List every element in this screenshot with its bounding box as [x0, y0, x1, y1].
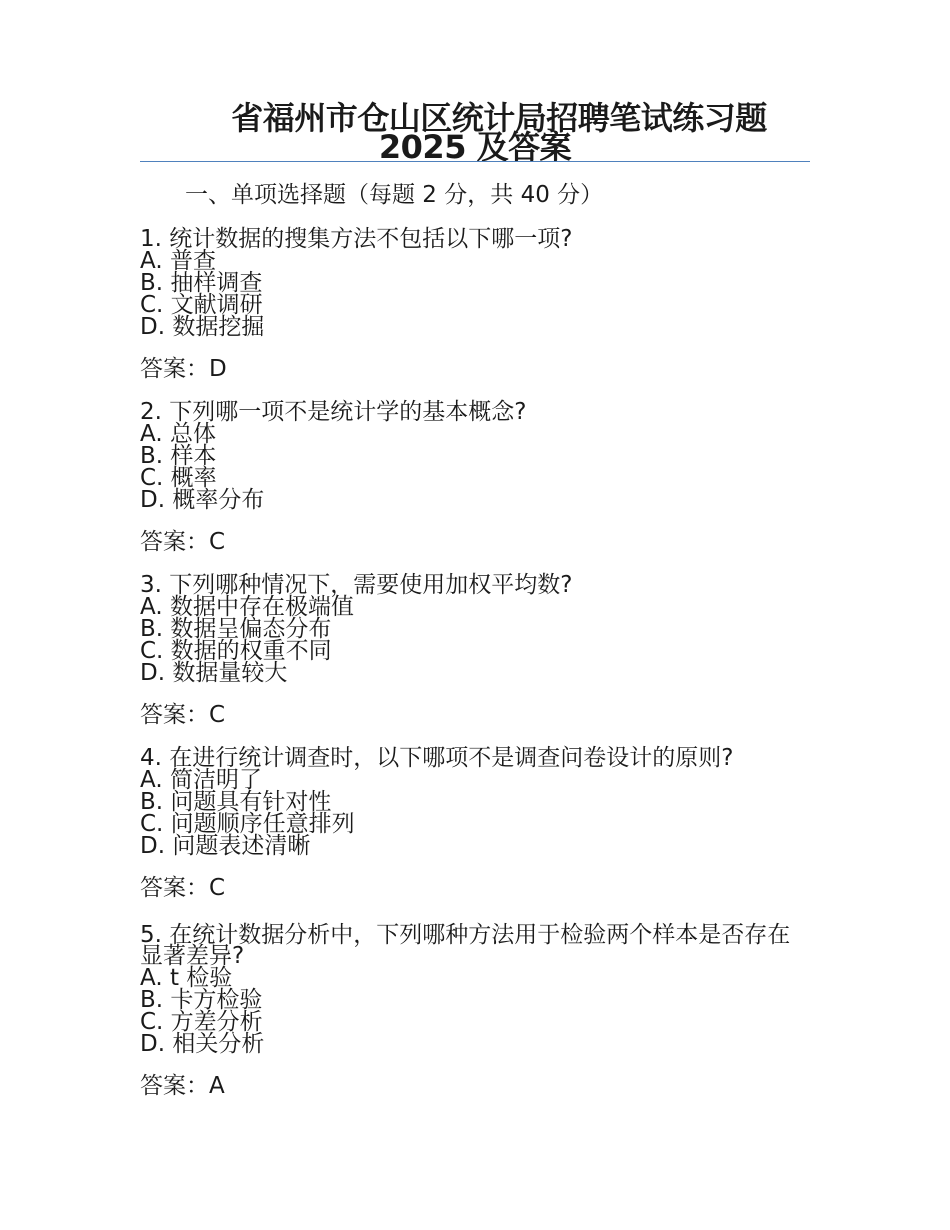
option-a: A. 简洁明了	[140, 767, 262, 793]
question-2	[140, 399, 810, 513]
question-text: 2. 下列哪一项不是统计学的基本概念?	[140, 399, 527, 425]
document-title	[140, 99, 810, 166]
question-1	[140, 226, 810, 340]
question-3	[140, 572, 810, 686]
option-b: B. 卡方检验	[140, 987, 263, 1013]
option-b: B. 样本	[140, 443, 217, 469]
option-d: D. 数据挖掘	[140, 314, 265, 340]
option-a: A. 普查	[140, 248, 216, 274]
answer-4: 答案：C	[140, 875, 226, 901]
option-d: D. 相关分析	[140, 1031, 265, 1057]
option-b: B. 抽样调查	[140, 270, 263, 296]
option-b: B. 数据呈偏态分布	[140, 616, 332, 642]
option-list	[140, 967, 810, 1055]
option-a: A. 总体	[140, 421, 216, 447]
answer-3: 答案：C	[140, 702, 226, 728]
answer-1: 答案：D	[140, 356, 227, 382]
document-title-line1: 省福州市仓山区统计局招聘笔试练习题	[231, 99, 767, 137]
option-d: D. 概率分布	[140, 487, 265, 513]
option-d: D. 问题表述清晰	[140, 833, 311, 859]
question-text: 4. 在进行统计调查时，以下哪项不是调查问卷设计的原则?	[140, 745, 734, 771]
question-text: 5. 在统计数据分析中，下列哪种方法用于检验两个样本是否存在显著差异?	[140, 922, 791, 969]
option-list	[140, 596, 810, 684]
option-b: B. 问题具有针对性	[140, 789, 332, 815]
title-underline	[140, 161, 810, 162]
option-c: C. 问题顺序任意排列	[140, 811, 355, 837]
option-d: D. 数据量较大	[140, 660, 288, 686]
option-c: C. 文献调研	[140, 292, 263, 318]
option-list	[140, 769, 810, 857]
answer-5: 答案：A	[140, 1073, 225, 1099]
option-c: C. 概率	[140, 465, 217, 491]
option-list	[140, 250, 810, 338]
question-text: 3. 下列哪种情况下，需要使用加权平均数?	[140, 572, 573, 598]
question-5	[140, 922, 810, 1057]
option-c: C. 数据的权重不同	[140, 638, 332, 664]
answer-2: 答案：C	[140, 529, 226, 555]
document-title-line2: 2025 及答案	[378, 128, 572, 166]
option-a: A. t 检验	[140, 965, 233, 991]
option-a: A. 数据中存在极端值	[140, 594, 354, 620]
question-text: 1. 统计数据的搜集方法不包括以下哪一项?	[140, 226, 573, 252]
question-4	[140, 745, 810, 859]
option-c: C. 方差分析	[140, 1009, 263, 1035]
option-list	[140, 423, 810, 511]
section-heading: 一、单项选择题（每题 2 分，共 40 分）	[185, 182, 604, 208]
